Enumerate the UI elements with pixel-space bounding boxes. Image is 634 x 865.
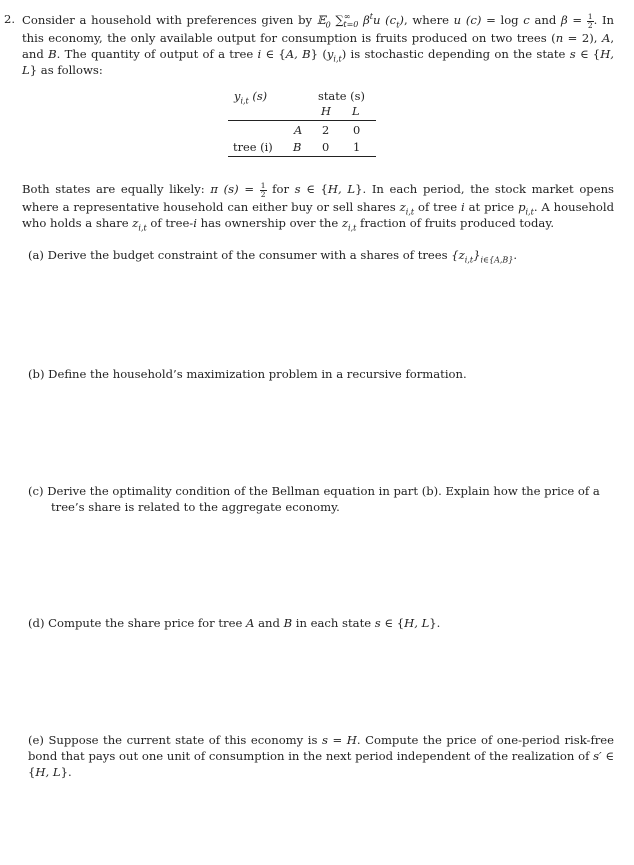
output-table [228,87,376,157]
table-cell-a-h: 2 [322,123,330,137]
table-cell-b-h: 0 [322,140,330,154]
market-paragraph: Both states are equally likely: π (s) = $\frac{1}{2}$ for s ∈ {H, L}. In each period, the stock market opens where a representative household can either buy or sell shares $z_{i,t}$ of tree i at price $p_{i,t}$. A household who holds a share $z_{i,t}$ of tree-i has ownership over the $z_{i,t}$ fraction of fruits produced today. [22,180,614,232]
problem-number: 2. [4,12,16,26]
table-rule-mid [228,120,376,121]
table-row-a-label: A [294,123,303,137]
table-cell-a-l: 0 [353,123,361,137]
table-cell-b-l: 1 [353,140,361,154]
part-e: (e) Suppose the current state of this economy is s = H. Compute the price of one-period risk-free bond that pays out one unit of consumption in the next period independent of the realization of s′ ∈ {H, L}. [28,733,614,779]
part-b: (b) Define the household’s maximization problem in a recursive formation. [28,367,467,381]
intro-paragraph: Consider a household with preferences given by 𝔼$_0$ $\sum^\infty_{t=0}$ $\beta^tu$ $(c_t)$, where u (c) = log c and β = $\frac{1}{2}$ . In this economy, the only available output for consumption is fruits produced on two trees (n = 2), A, and B. The quantity of output of a tree i ∈ {A, B} $(y_{i,t})$ is stochastic depending on the state s ∈ {H, L} as follows: [22,11,615,77]
table-row-label-header: $y_{i,t}$ (s) [234,89,268,106]
part-a: (a) Derive the budget constraint of the consumer with a shares of trees $\{z_{i,t}\}_{i\in\{A,B\}}$. [28,248,518,265]
table-row-group-label: tree (i) [233,140,273,154]
table-row-b-label: B [293,140,302,154]
table-col-group-header: state (s) [318,89,365,103]
part-d: (d) Compute the share price for tree A and B in each state s ∈ {H, L}. [28,616,441,630]
table-col-header-l: L [352,104,360,118]
part-c: (c) Derive the optimality condition of the Bellman equation in part (b). Explain how the price of a tree’s share is related to the aggregate economy. [28,484,600,514]
table-col-header-h: H [321,104,331,118]
table-rule-bottom [228,156,376,157]
